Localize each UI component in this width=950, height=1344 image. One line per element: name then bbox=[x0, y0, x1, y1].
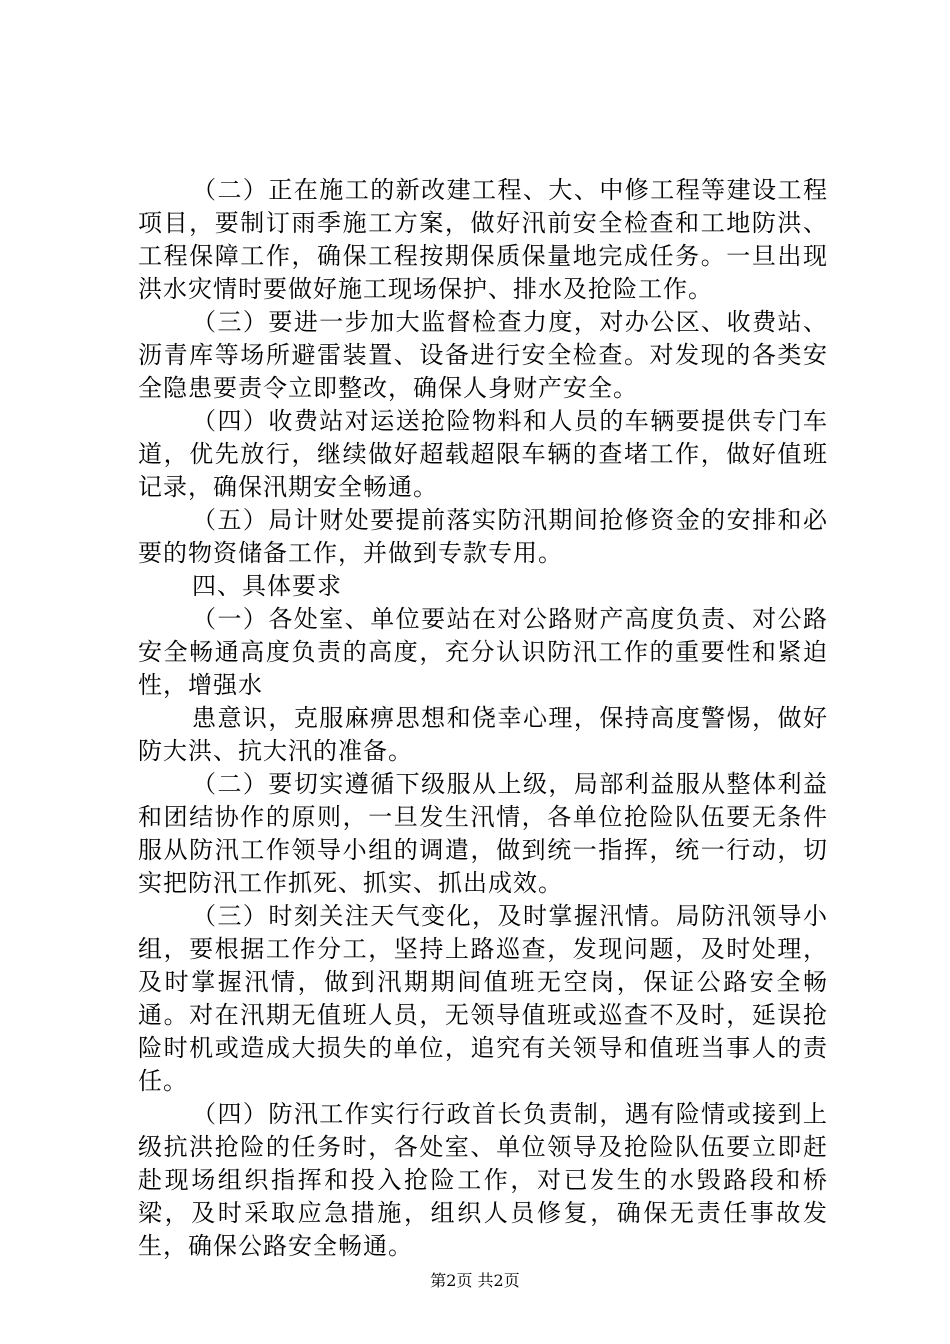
paragraph-requirement-2: （二）要切实遵循下级服从上级，局部利益服从整体利益和团结协作的原则，一旦发生汛情，各单位抢险队伍要无条件服从防汛工作领导小组的调遣，做到统一指挥，统一行动，切实把防汛工作抓死、抓实、抓出成效。 bbox=[138, 770, 828, 897]
paragraph-construction-projects: （二）正在施工的新改建工程、大、中修工程等建设工程项目，要制订雨季施工方案，做好汛前安全检查和工地防洪、工程保障工作，确保工程按期保质保量地完成任务。一旦出现洪水灾情时要做好施工现场保护、排水及抢险工作。 bbox=[138, 176, 828, 303]
paragraph-requirement-3: （三）时刻关注天气变化，及时掌握汛情。局防汛领导小组，要根据工作分工，坚持上路巡查，发现问题，及时处理，及时掌握汛情，做到汛期期间值班无空岗，保证公路安全畅通。对在汛期无值班人员，无领导值班或巡查不及时，延误抢险时机或造成大损失的单位，追究有关领导和值班当事人的责任。 bbox=[138, 902, 828, 1095]
paragraph-requirement-4: （四）防汛工作实行行政首长负责制，遇有险情或接到上级抗洪抢险的任务时，各处室、单位领导及抢险队伍要立即赶赴现场组织指挥和投入抢险工作，对已发生的水毁路段和桥梁，及时采取应急措施，组织人员修复，确保无责任事故发生，确保公路安全畅通。 bbox=[138, 1100, 828, 1260]
section-heading-requirements: 四、具体要求 bbox=[192, 572, 342, 600]
paragraph-requirement-1-cont: 患意识，克服麻痹思想和侥幸心理，保持高度警惕，做好防大洪、抗大汛的准备。 bbox=[138, 704, 828, 765]
document-body bbox=[138, 174, 828, 1263]
paragraph-finance-office: （五）局计财处要提前落实防汛期间抢修资金的安排和必要的物资储备工作，并做到专款专用。 bbox=[138, 506, 828, 567]
paragraph-supervision-inspection: （三）要进一步加大监督检查力度，对办公区、收费站、沥青库等场所避雷装置、设备进行安全检查。对发现的各类安全隐患要责令立即整改，确保人身财产安全。 bbox=[138, 308, 828, 402]
page-number-footer: 第2页 共2页 bbox=[430, 1271, 520, 1290]
paragraph-requirement-1: （一）各处室、单位要站在对公路财产高度负责、对公路安全畅通高度负责的高度，充分认识防汛工作的重要性和紧迫性，增强水 bbox=[138, 605, 828, 699]
paragraph-toll-station: （四）收费站对运送抢险物料和人员的车辆要提供专门车道，优先放行，继续做好超载超限车辆的查堵工作，做好值班记录，确保汛期安全畅通。 bbox=[138, 407, 828, 501]
